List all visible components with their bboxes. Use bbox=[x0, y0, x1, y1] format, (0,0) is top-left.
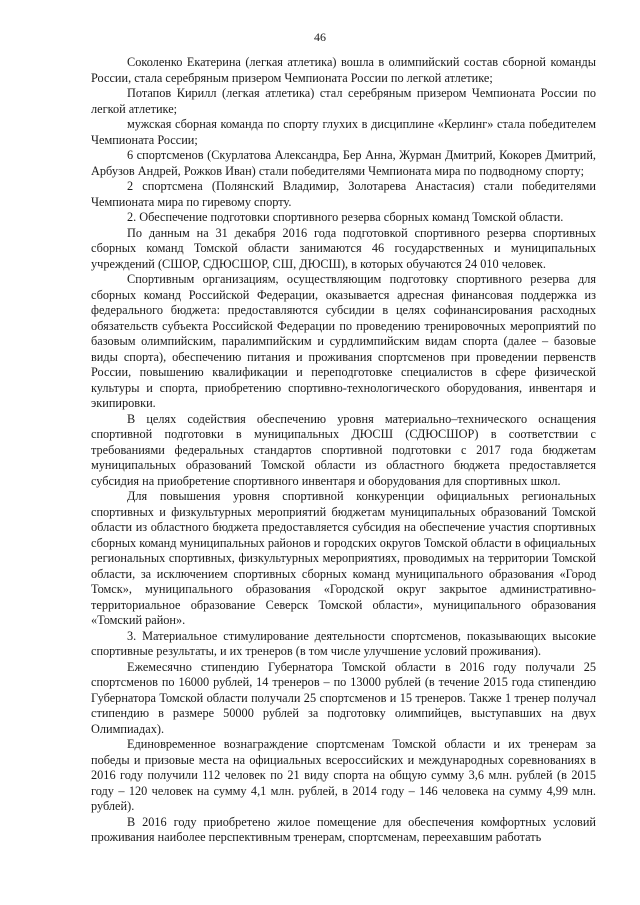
paragraph: 6 спортсменов (Скурлатова Александра, Бер Анна, Журман Дмитрий, Кокорев Дмитрий, Арбузов Андрей, Рожков Иван) стали победителями Чемпионата мира по подводному спорту; bbox=[91, 148, 596, 178]
paragraph: Для повышения уровня спортивной конкуренции официальных региональных спортивных и физкультурных мероприятий бюджетам муниципальных образований Томской области из областного бюджета предоставляется субсидия на обеспечение участия спортивных сборных команд муниципальных районов и городских округов Томской области в официальных региональных спортивных, физкультурных мероприятиях, проводимых на территории Томской области, за исключением спортивных сборных команд муниципального образования «Город Томск», муниципального образования «Городской округ закрытое административно-территориальное образование Северск Томской области», муниципального образования «Томский район». bbox=[91, 489, 596, 627]
paragraph: мужская сборная команда по спорту глухих в дисциплине «Керлинг» стала победителем Чемпионата России; bbox=[91, 117, 596, 147]
paragraph: Ежемесячно стипендию Губернатора Томской области в 2016 году получали 25 спортсменов по 16000 рублей, 14 тренеров – по 13000 рублей (в течение 2015 года стипендию Губернатора Томской области получали 25 спортсменов и 15 тренеров. Также 1 тренер получал стипендию в размере 50000 рублей за подготовку олимпийцев, выступавших на двух Олимпиадах). bbox=[91, 659, 596, 736]
page-number: 46 bbox=[314, 30, 326, 44]
paragraph: Спортивным организациям, осуществляющим подготовку спортивного резерва для сборных команд Российской Федерации, оказывается адресная финансовая поддержка из федерального бюджета: предоставляются субсидии в целях софинансирования расходных обязательств субъекта Российской Федерации по проведению тренировочных мероприятий по базовым олимпийским, паралимпийским и сурдлимпийским видам спорта (далее – базовые виды спорта), обеспечению питания и проживания спортсменов при проведении первенств России, повышению квалификации и переподготовке специалистов в сфере физической культуры и спорта, приобретению спортивно-технологического оборудования, инвентаря и экипировки. bbox=[91, 272, 596, 410]
paragraph: Потапов Кирилл (легкая атлетика) стал серебряным призером Чемпионата России по легкой атлетике; bbox=[91, 86, 596, 116]
paragraph: Единовременное вознаграждение спортсменам Томской области и их тренерам за победы и призовые места на официальных всероссийских и международных соревнованиях в 2016 году получили 112 человек по 21 виду спорта на общую сумму 3,6 млн. рублей (в 2015 году – 120 человек на сумму 4,1 млн. рублей, в 2014 году – 146 человека на сумму 4,99 млн. рублей). bbox=[91, 737, 596, 813]
paragraph: В 2016 году приобретено жилое помещение для обеспечения комфортных условий проживания наиболее перспективным тренерам, спортсменам, переехавшим работать bbox=[91, 814, 596, 844]
section-heading: 3. Материальное стимулирование деятельности спортсменов, показывающих высокие спортивные результаты, и их тренеров (в том числе улучшение условий проживания). bbox=[91, 628, 596, 658]
section-heading: 2. Обеспечение подготовки спортивного резерва сборных команд Томской области. bbox=[127, 210, 564, 224]
paragraph: 2 спортсмена (Полянский Владимир, Золотарева Анастасия) стали победителями Чемпионата мира по гиревому спорту. bbox=[91, 179, 596, 209]
paragraph: По данным на 31 декабря 2016 года подготовкой спортивного резерва спортивных сборных команд Томской области занимаются 46 государственных и муниципальных учреждений (СШОР, СДЮСШОР, СШ, ДЮСШ), в которых обучаются 24 010 человек. bbox=[91, 225, 596, 271]
paragraph: В целях содействия обеспечению уровня материально–технического оснащения спортивной подготовки в муниципальных ДЮСШ (СДЮСШОР) в соответствии с требованиями федеральных стандартов спортивной подготовки с 2017 года бюджетам муниципальных образований Томской области из областного бюджета предоставляется субсидия на приобретение спортивного инвентаря и оборудования для спортивных школ. bbox=[91, 411, 596, 488]
document-body bbox=[91, 55, 596, 846]
paragraph: Соколенко Екатерина (легкая атлетика) вошла в олимпийский состав сборной команды России, стала серебряным призером Чемпионата России по легкой атлетике; bbox=[91, 55, 596, 85]
